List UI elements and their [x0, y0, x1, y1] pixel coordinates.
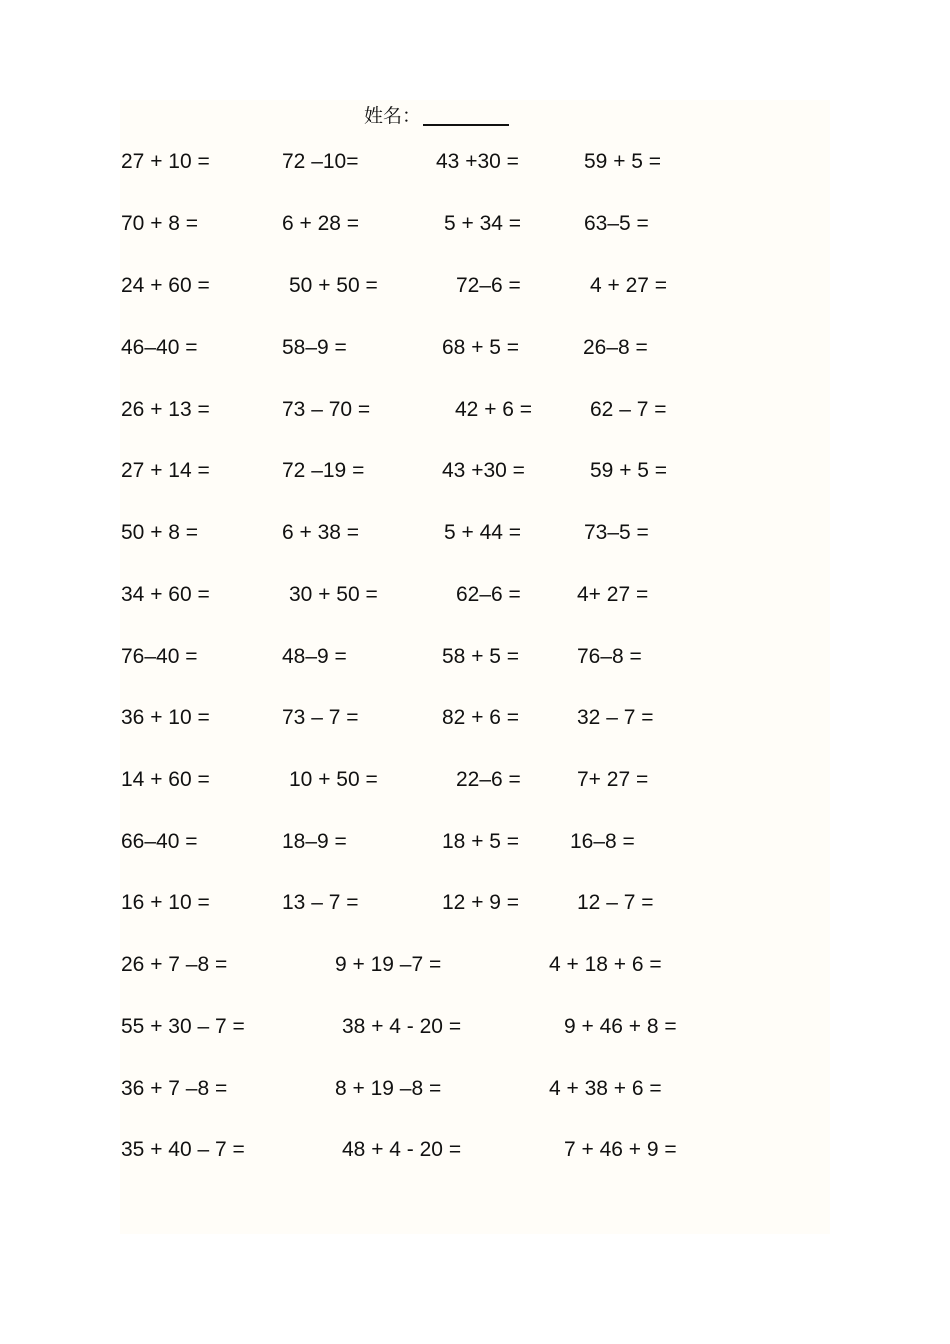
math-problem: 35 + 40 – 7 = — [121, 1138, 245, 1161]
math-problem: 9 + 46 + 8 = — [564, 1015, 677, 1038]
math-problem: 72 –19 = — [282, 459, 365, 482]
math-problem: 27 + 14 = — [121, 459, 210, 482]
math-problem: 36 + 10 = — [121, 706, 210, 729]
math-problem: 34 + 60 = — [121, 583, 210, 606]
math-problem: 4 + 18 + 6 = — [549, 953, 662, 976]
math-problem: 62–6 = — [456, 583, 521, 606]
math-problem: 73 – 7 = — [282, 706, 359, 729]
math-problem: 6 + 38 = — [282, 521, 360, 544]
math-problem: 72–6 = — [456, 274, 521, 297]
math-problem: 26 + 13 = — [121, 398, 210, 421]
math-problem: 7+ 27 = — [577, 768, 649, 791]
math-problem: 50 + 50 = — [289, 274, 378, 297]
math-problem: 70 + 8 = — [121, 212, 199, 235]
math-problem: 58 + 5 = — [442, 645, 520, 668]
math-problem: 73 – 70 = — [282, 398, 371, 421]
math-problem: 9 + 19 –7 = — [335, 953, 442, 976]
math-problem: 68 + 5 = — [442, 336, 520, 359]
math-problem: 72 –10= — [282, 150, 359, 173]
math-problem: 12 – 7 = — [577, 891, 654, 914]
math-problem: 7 + 46 + 9 = — [564, 1138, 677, 1161]
math-problem: 27 + 10 = — [121, 150, 210, 173]
math-problem: 16–8 = — [570, 830, 635, 853]
math-problem: 26 + 7 –8 = — [121, 953, 228, 976]
math-problem: 50 + 8 = — [121, 521, 199, 544]
name-blank-line[interactable] — [423, 102, 509, 126]
math-problem: 55 + 30 – 7 = — [121, 1015, 245, 1038]
math-problem: 6 + 28 = — [282, 212, 360, 235]
math-problem: 24 + 60 = — [121, 274, 210, 297]
name-label: 姓名： — [364, 104, 422, 127]
math-problem: 36 + 7 –8 = — [121, 1077, 228, 1100]
math-problem: 58–9 = — [282, 336, 347, 359]
math-problem: 38 + 4 - 20 = — [342, 1015, 462, 1038]
math-problem: 10 + 50 = — [289, 768, 378, 791]
name-field — [364, 100, 509, 128]
math-problem: 62 – 7 = — [590, 398, 667, 421]
math-problem: 59 + 5 = — [584, 150, 662, 173]
math-problem: 73–5 = — [584, 521, 649, 544]
math-problem: 48 + 4 - 20 = — [342, 1138, 462, 1161]
math-problem: 32 – 7 = — [577, 706, 654, 729]
math-problem: 18–9 = — [282, 830, 347, 853]
math-problem: 43 +30 = — [436, 150, 519, 173]
math-problem: 43 +30 = — [442, 459, 525, 482]
math-problem: 16 + 10 = — [121, 891, 210, 914]
math-problem: 59 + 5 = — [590, 459, 668, 482]
math-problem: 22–6 = — [456, 768, 521, 791]
math-problem: 66–40 = — [121, 830, 198, 853]
math-problem: 4 + 38 + 6 = — [549, 1077, 662, 1100]
math-problem: 82 + 6 = — [442, 706, 520, 729]
math-problem: 76–40 = — [121, 645, 198, 668]
math-problem: 26–8 = — [583, 336, 648, 359]
math-problem: 42 + 6 = — [455, 398, 533, 421]
math-problem: 4 + 27 = — [590, 274, 668, 297]
math-problem: 63–5 = — [584, 212, 649, 235]
math-problem: 30 + 50 = — [289, 583, 378, 606]
math-problem: 12 + 9 = — [442, 891, 520, 914]
math-problem: 5 + 44 = — [444, 521, 522, 544]
math-problem: 48–9 = — [282, 645, 347, 668]
math-problem: 46–40 = — [121, 336, 198, 359]
math-problem: 5 + 34 = — [444, 212, 522, 235]
math-problem: 14 + 60 = — [121, 768, 210, 791]
math-problem: 18 + 5 = — [442, 830, 520, 853]
math-problem: 13 – 7 = — [282, 891, 359, 914]
math-problem: 8 + 19 –8 = — [335, 1077, 442, 1100]
math-problem: 4+ 27 = — [577, 583, 649, 606]
math-problem: 76–8 = — [577, 645, 642, 668]
